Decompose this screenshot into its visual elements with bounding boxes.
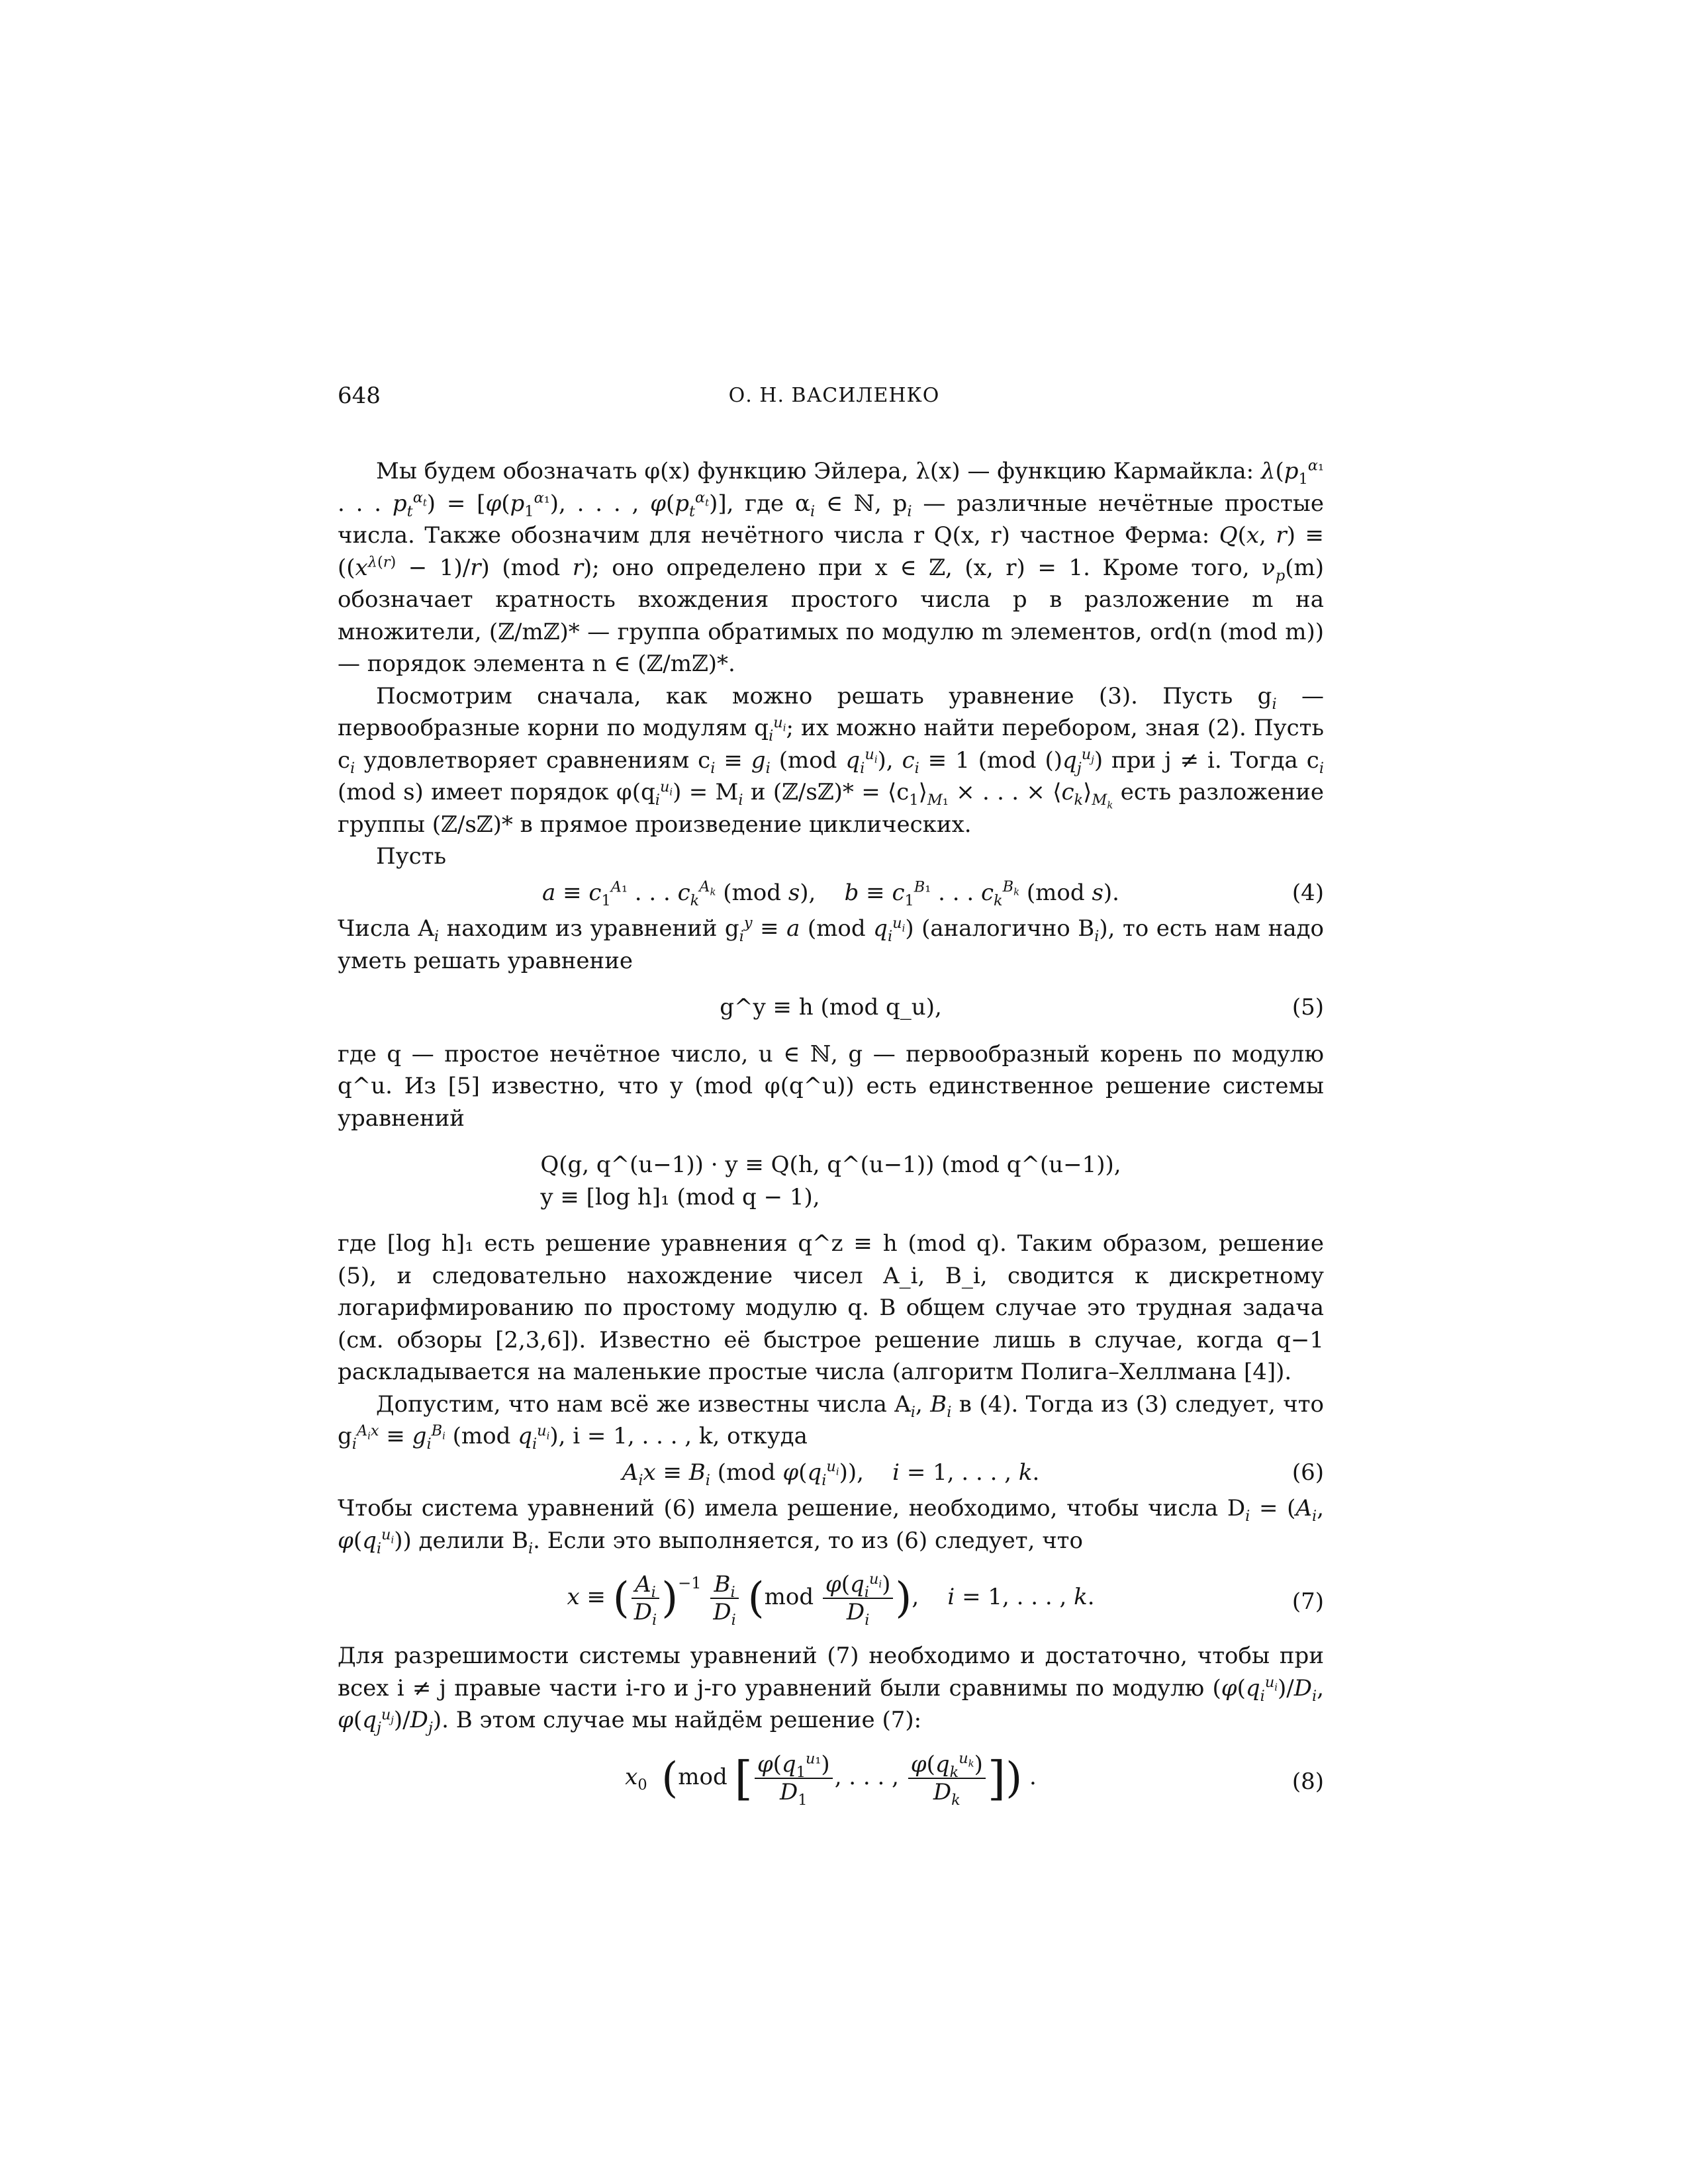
equation-4 [338, 877, 1324, 909]
paragraph-8: Чтобы система уравнений (6) имела решение, необходимо, чтобы числа $D_i = (A_i$, $\varphi(q_i^{u_i})$) делили $B_i$. Если это выполняется, то из (6) следует, что [338, 1495, 1325, 1557]
page-number: 648 [338, 383, 381, 409]
equation-5 [338, 991, 1324, 1024]
paragraph-1: Мы будем обозначать φ(x) функцию Эйлера, λ(x) — функцию Кармайкла: $\lambda(p_1^{\alpha_1}$ . . . $p_t^{\alpha_t}) = [\varphi(p_1^{\alpha_1})$, . . . , $\varphi(p_t^{\alpha_t})$], где $\alpha_i$ ∈ ℕ, $p_i$ — различные нечётные простые числа. Также обозначим для нечётного числа r Q(x, r) частное Ферма: Q(x, $r) \equiv ((x^{\lambda(r)} - 1)/r)$ (mod r); оно определено при x ∈ ℤ, (x, r) = 1. Кроме того, $\nu_p(m)$ обозначает кратность вхождения простого числа p в разложение m на множители, (ℤ/mℤ)* — группа обратимых по модулю m элементов, ord(n (mod m)) — порядок элемента n ∈ (ℤ/mℤ)*. [338, 457, 1324, 677]
equation-8-formula: $x_0$ (mod [ $\frac{\varphi(q_1^{u_1})}{D_1}$ , . . . , $\frac{\varphi(q_k^{u_k})}{D_k}$ ]) . [625, 1750, 1037, 1809]
paragraph-4: Числа $A_i$ находим из уравнений $g_i^y \equiv a$ (mod $q_i^{u_i}$) (аналогично $B_i$), то есть нам надо уметь решать уравнение [338, 914, 1325, 974]
equation-5-formula: g^y ≡ h (mod q_u), [720, 994, 942, 1021]
equation-7 [338, 1570, 1324, 1629]
paragraph-6: где [log h]₁ есть решение уравнения q^z ≡ h (mod q). Таким образом, решение (5), и следовательно нахождение чисел A_i, B_i, сводится к дискретному логарифмированию по простому модулю q. В общем случае это трудная задача (см. обзоры [2,3,6]). Известно её быстрое решение лишь в случае, когда q−1 раскладывается на маленькие простые числа (алгоритм Полига–Хеллмана [4]). [338, 1230, 1324, 1385]
equation-8 [338, 1750, 1324, 1809]
paragraph-5: где q — простое нечётное число, u ∈ ℕ, g — первообразный корень по модулю q^u. Из [5] известно, что y (mod φ(q^u)) есть единственное решение системы уравнений [338, 1040, 1324, 1132]
paragraph-9: Для разрешимости системы уравнений (7) необходимо и достаточно, чтобы при всех i ≠ j правые части i-го и j-го уравнений были сравнимы по модулю ($\varphi(q_i^{u_i})/D_i$, $\varphi(q_j^{u_j})/D_j$). В этом случае мы найдём решение (7): [338, 1643, 1324, 1737]
equation-system [338, 1149, 1324, 1213]
equation-6-number: (6) [1291, 1459, 1324, 1486]
equation-7-formula: x ≡ ( $\frac{A_i}{D_i}$ )$^{-1}$ $\frac{B_i}{D_i}$ (mod $\frac{\varphi(q_i^{u_i})}{D_i}$ ), i = 1, . . . , k. [567, 1570, 1095, 1629]
equation-7-number: (7) [1291, 1588, 1324, 1615]
equation-8-number: (8) [1291, 1768, 1324, 1795]
paragraph-2: Посмотрим сначала, как можно решать уравнение (3). Пусть $g_i$ — первообразные корни по модулям $q_i^{u_i}$; их можно найти перебором, зная (2). Пусть $c_i$ удовлетворяет сравнениям $c_i \equiv g_i$ (mod $q_i^{u_i}$), $c_i \equiv 1$ (mod $()q_j^{u_j}$) при j ≠ i. Тогда $c_i$ (mod s) имеет порядок $\varphi(q_i^{u_i}) = M_i$ и (ℤ/sℤ)* = $⟨c_1⟩_{M_1}$ × . . . × $⟨c_k⟩_{M_k}$ есть разложение группы (ℤ/sℤ)* в прямое произведение циклических. [338, 682, 1324, 838]
equation-5-number: (5) [1291, 994, 1324, 1021]
equation-4-formula: $a \equiv c_1^{A_1}$ . . . $c_k^{A_k}$ (mod s), $b \equiv c_1^{B_1}$ . . . $c_k^{B_k}$ (mod s). [542, 878, 1119, 909]
equation-6-formula: $A_ix \equiv B_i$ (mod $\varphi(q_i^{u_i})$), i = 1, . . . , k. [622, 1458, 1040, 1489]
paragraph-7: Допустим, что нам всё же известны числа $A_i$, $B_i$ в (4). Тогда из (3) следует, что $g_i^{A_ix} \equiv g_i^{B_i}$ (mod $q_i^{u_i}$), i = 1, . . . , k, откуда [338, 1390, 1324, 1453]
equation-system-line-2: y ≡ [log h]₁ (mod q − 1), [540, 1183, 820, 1210]
equation-4-number: (4) [1291, 879, 1324, 906]
article-body [338, 455, 1324, 1820]
document-page [338, 0, 1331, 2184]
running-title: О. Н. ВАСИЛЕНКО [728, 384, 940, 407]
running-header [338, 383, 1331, 422]
equation-6 [338, 1457, 1324, 1489]
paragraph-3: Пусть [376, 843, 447, 870]
equation-system-line-1: Q(g, q^(u−1)) · y ≡ Q(h, q^(u−1)) (mod q^(u−1)), [540, 1152, 1121, 1178]
